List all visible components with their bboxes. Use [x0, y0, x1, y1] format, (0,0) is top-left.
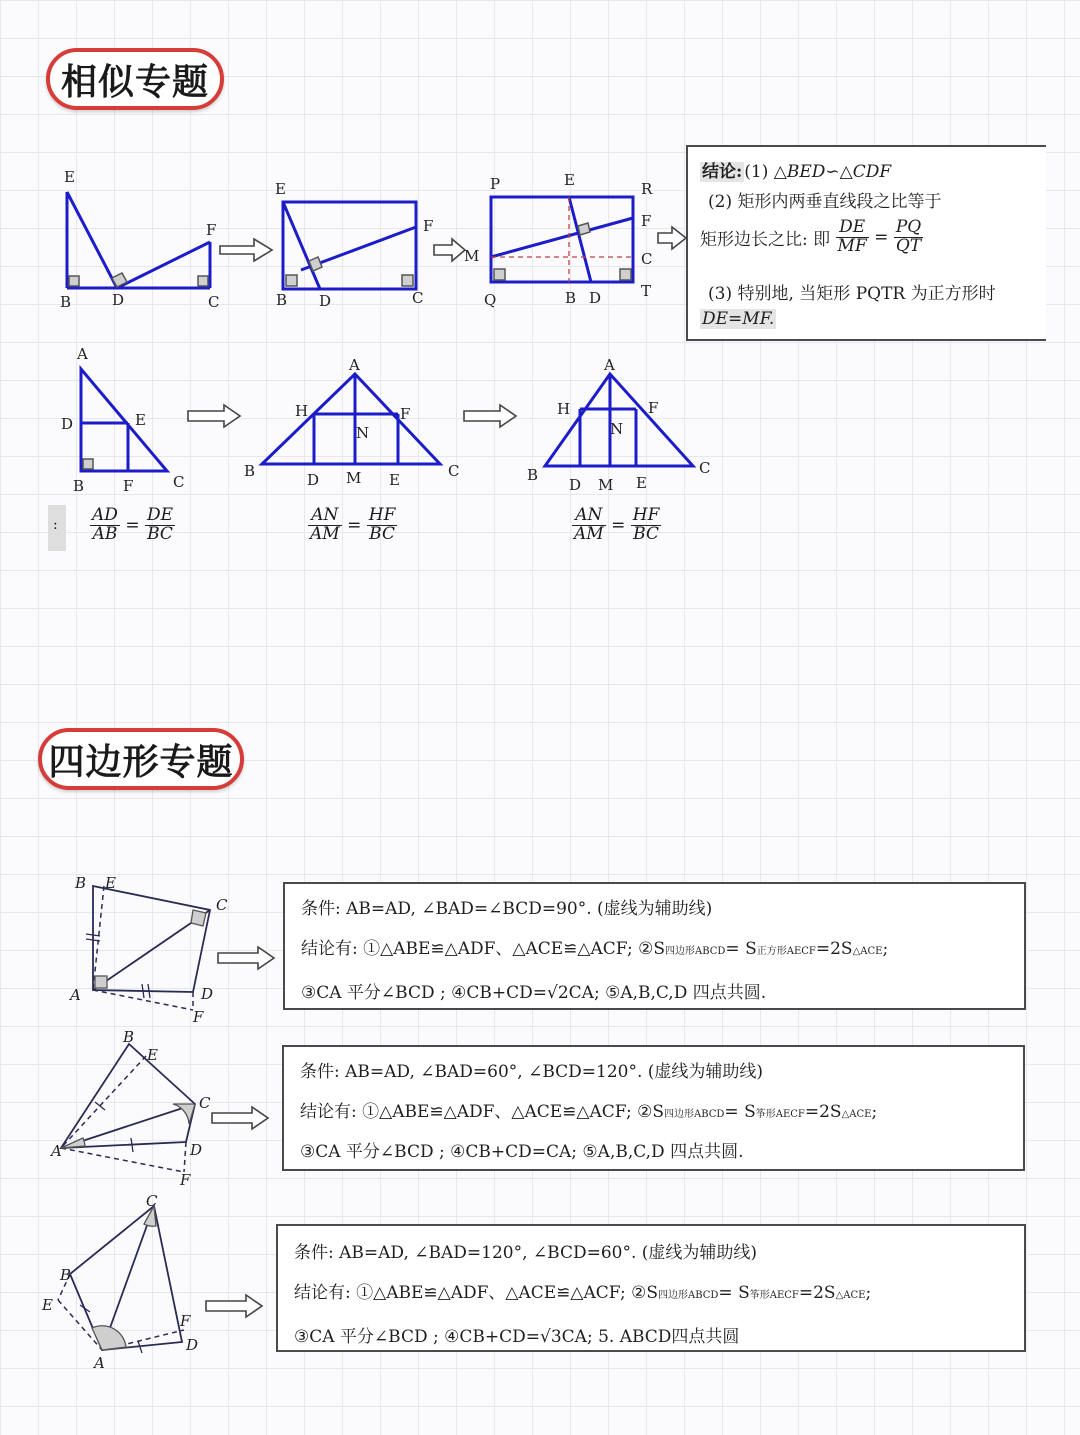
- box2-condition: 条件: AB=AD, ∠BAD=60°, ∠BCD=120°. (虚线为辅助线): [300, 1062, 764, 1082]
- box2-line3: ③CA 平分∠BCD ; ④CB+CD=CA; ⑤A,B,C,D 四点共圆.: [300, 1142, 744, 1162]
- label-C: C: [699, 459, 711, 477]
- frac-num: DE: [836, 219, 869, 238]
- section-title-similar-text: 相似专题: [60, 60, 209, 103]
- arrow-right-icon: [462, 402, 522, 432]
- label-D: D: [186, 1336, 199, 1354]
- arrow-right-icon: [204, 1292, 268, 1322]
- frac-num: AN: [572, 507, 606, 526]
- label-B: B: [60, 1266, 72, 1284]
- conclusion-l3-pre: 矩形边长之比: 即: [700, 229, 831, 250]
- label-E: E: [135, 411, 146, 429]
- arrow-right-icon: [216, 944, 280, 974]
- formula-marker: [48, 505, 66, 551]
- label-N: N: [356, 424, 370, 442]
- label-D: D: [307, 471, 320, 489]
- fraction-de-mf: [836, 219, 869, 256]
- figure-isosceles-triangle-rectangle: [240, 352, 470, 492]
- box3-tail: =2S: [798, 1283, 836, 1303]
- label-F: F: [180, 1171, 191, 1189]
- box3-line3: ③CA 平分∠BCD ; ④CB+CD=√3CA; 5. ABCD四点共圆: [294, 1327, 740, 1347]
- frac-num: PQ: [895, 217, 922, 237]
- box1-condition: 条件: AB=AD, ∠BAD=∠BCD=90°. (虚线为辅助线): [301, 899, 713, 919]
- conclusion-l5: DE=MF.: [702, 309, 775, 329]
- fraction: [90, 507, 120, 544]
- arrow-right-icon: [186, 402, 246, 432]
- box3-s1-sub: 四边形ABCD: [657, 1290, 719, 1301]
- box1-line3: ③CA 平分∠BCD ; ④CB+CD=√2CA; ⑤A,B,C,D 四点共圆.: [301, 983, 767, 1003]
- quad-box-3: [276, 1224, 1026, 1352]
- label-C: C: [208, 293, 220, 311]
- box3-s2-sub: 筝形AECF: [749, 1290, 799, 1301]
- fraction: [145, 507, 175, 544]
- label-D: D: [589, 289, 602, 307]
- label-C: C: [412, 289, 424, 307]
- label-M: M: [464, 247, 480, 265]
- figure-triangle-inscribed-rectangle: [55, 345, 205, 495]
- label-F: F: [123, 477, 134, 495]
- figure-quad-90: [60, 870, 240, 1030]
- fraction-pq-qt: [894, 219, 923, 256]
- box3-end: ;: [865, 1283, 872, 1303]
- box3-mid: = S: [718, 1283, 750, 1303]
- frac-den: BC: [369, 523, 395, 544]
- label-B: B: [565, 289, 577, 307]
- label-C: C: [216, 896, 228, 914]
- frac-num: AN: [308, 507, 342, 526]
- section-title-quad: [38, 728, 244, 790]
- formula-3: [572, 507, 661, 544]
- box2-s1-sub: 四边形ABCD: [663, 1109, 725, 1120]
- box1-mid: = S: [725, 939, 757, 959]
- frac-den: AM: [310, 523, 340, 544]
- frac-den: MF: [837, 235, 867, 256]
- label-B: B: [527, 466, 539, 484]
- label-B: B: [123, 1028, 135, 1046]
- arrow-right-icon: [210, 1104, 274, 1134]
- figure-cross-rectangle-model: [464, 168, 670, 318]
- label-E: E: [389, 471, 400, 489]
- box3-s3-sub: △ACE: [835, 1290, 866, 1301]
- arrow-right-icon: [218, 236, 278, 266]
- label-Q: Q: [484, 291, 497, 309]
- formula-2: [308, 507, 397, 544]
- label-C: C: [199, 1094, 211, 1112]
- similar-conclusion-box: [686, 145, 1046, 341]
- frac-num: AD: [92, 505, 118, 525]
- label-D: D: [112, 291, 125, 309]
- label-F: F: [193, 1008, 204, 1026]
- label-A: A: [51, 1142, 62, 1160]
- box2-concl-pre: 结论有: ①△ABE≌△ADF、△ACE≌△ACF; ②S: [300, 1102, 664, 1122]
- label-E: E: [275, 180, 286, 198]
- box1-end: ;: [882, 939, 889, 959]
- label-C: C: [641, 250, 653, 268]
- label-A: A: [94, 1354, 105, 1372]
- equals-sign: =: [874, 227, 889, 248]
- frac-num: HF: [632, 505, 660, 525]
- fraction: [631, 507, 662, 544]
- fraction: [572, 507, 606, 544]
- frac-num: HF: [368, 505, 396, 525]
- label-B: B: [75, 874, 87, 892]
- label-C: C: [146, 1192, 158, 1210]
- label-E: E: [105, 874, 116, 892]
- box1-conclusion: [301, 934, 888, 959]
- section-title-quad-text: 四边形专题: [48, 740, 234, 783]
- box3-concl-pre: 结论有: ①△ABE≌△ADF、△ACE≌△ACF; ②S: [294, 1283, 658, 1303]
- label-B: B: [60, 293, 72, 311]
- box2-end: ;: [871, 1102, 878, 1122]
- label-A: A: [349, 356, 360, 374]
- box2-s2-sub: 筝形AECF: [755, 1109, 805, 1120]
- label-A: A: [77, 345, 88, 363]
- label-A: A: [70, 986, 81, 1004]
- label-E: E: [636, 474, 647, 492]
- label-F: F: [641, 212, 652, 230]
- label-F: F: [180, 1312, 191, 1330]
- label-D: D: [190, 1141, 203, 1159]
- frac-den: BC: [633, 523, 659, 544]
- box2-tail: =2S: [804, 1102, 842, 1122]
- label-D: D: [569, 476, 582, 494]
- box2-conclusion: [300, 1097, 877, 1122]
- box1-s3-sub: △ACE: [852, 946, 883, 957]
- quad-box-2: [282, 1045, 1025, 1171]
- box1-s1-sub: 四边形ABCD: [664, 946, 726, 957]
- label-B: B: [73, 477, 85, 495]
- formula-1: [90, 507, 175, 544]
- label-A: A: [604, 356, 615, 374]
- label-F: F: [423, 217, 434, 235]
- frac-num: DE: [146, 505, 174, 525]
- label-M: M: [346, 469, 362, 487]
- figure-quad-120: [40, 1190, 210, 1370]
- label-E: E: [42, 1296, 53, 1314]
- label-H: H: [557, 400, 571, 418]
- label-B: B: [244, 462, 256, 480]
- label-E: E: [64, 168, 75, 186]
- label-D: D: [61, 415, 74, 433]
- box2-s3-sub: △ACE: [841, 1109, 872, 1120]
- label-F: F: [206, 221, 217, 239]
- box2-mid: = S: [724, 1102, 756, 1122]
- formula-marker-text: :: [53, 517, 58, 533]
- box1-tail: =2S: [815, 939, 853, 959]
- quad-box-1: [283, 882, 1026, 1010]
- label-R: R: [641, 180, 653, 198]
- frac-den: AM: [574, 523, 604, 544]
- label-P: P: [490, 175, 501, 193]
- label-C: C: [173, 473, 185, 491]
- label-B: B: [276, 291, 288, 309]
- label-F: F: [400, 405, 411, 423]
- label-D: D: [201, 985, 214, 1003]
- conclusion-l1-pre: (1): [744, 162, 774, 182]
- equals-sign: =: [611, 515, 626, 536]
- box1-concl-pre: 结论有: ①△ABE≌△ADF、△ACE≌△ACF; ②S: [301, 939, 665, 959]
- label-E: E: [147, 1046, 158, 1064]
- figure-quad-60: [45, 1028, 215, 1189]
- box3-condition: 条件: AB=AD, ∠BAD=120°, ∠BCD=60°. (虚线为辅助线): [294, 1243, 758, 1263]
- label-T: T: [641, 282, 652, 300]
- section-title-similar: [46, 48, 224, 110]
- box3-conclusion: [294, 1278, 871, 1303]
- conclusion-l2: (2) 矩形内两垂直线段之比等于: [708, 192, 942, 212]
- label-D: D: [319, 292, 332, 310]
- conclusion-head: 结论:: [702, 162, 743, 182]
- fraction: [367, 507, 398, 544]
- box1-s2-sub: 正方形AECF: [756, 946, 816, 957]
- conclusion-l4: (3) 特别地, 当矩形 PQTR 为正方形时: [708, 284, 996, 304]
- label-H: H: [295, 402, 309, 420]
- figure-triangle-square-model: [525, 352, 725, 497]
- label-F: F: [648, 399, 659, 417]
- frac-den: QT: [895, 235, 922, 256]
- fraction: [308, 507, 342, 544]
- equals-sign: =: [125, 515, 140, 536]
- figure-rectangle-model: [270, 175, 440, 325]
- frac-den: BC: [147, 523, 173, 544]
- label-C: C: [448, 462, 460, 480]
- label-E: E: [564, 171, 575, 189]
- label-N: N: [610, 420, 624, 438]
- equals-sign: =: [347, 515, 362, 536]
- label-M: M: [598, 476, 614, 494]
- frac-den: AB: [92, 523, 118, 544]
- conclusion-l1-math: △BED∽△CDF: [773, 162, 892, 182]
